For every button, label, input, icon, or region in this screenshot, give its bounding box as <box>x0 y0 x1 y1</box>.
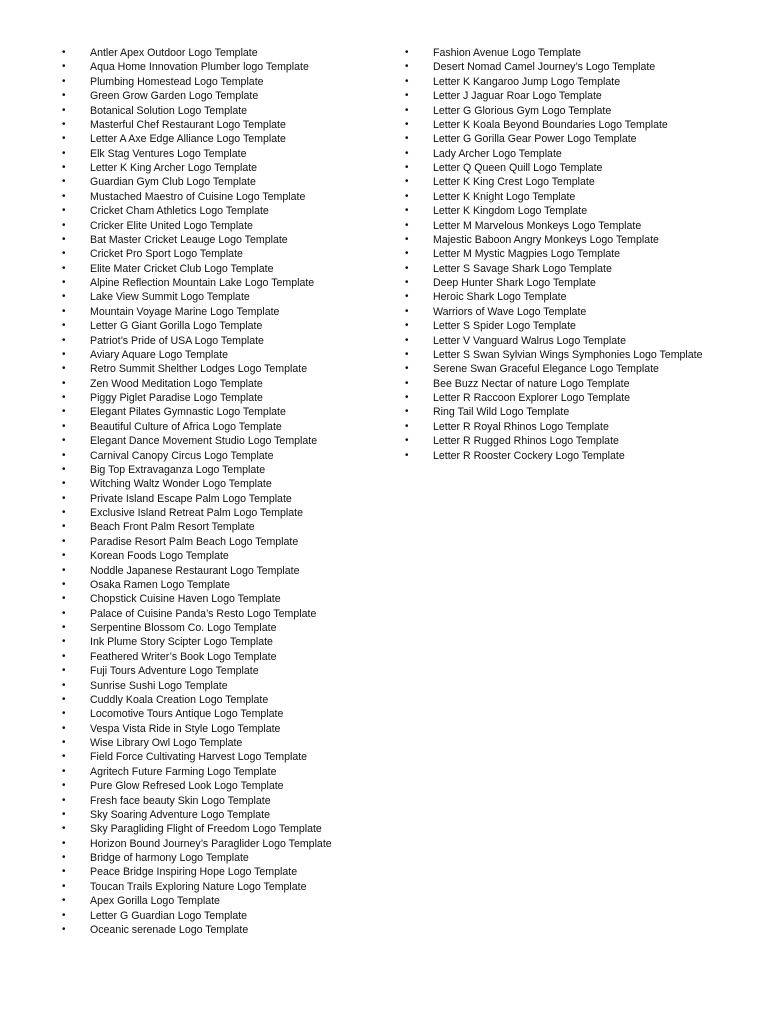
list-item <box>62 650 392 664</box>
list-item-label: Aqua Home Innovation Plumber logo Template <box>90 61 309 74</box>
list-item <box>62 837 392 851</box>
list-item-label: Heroic Shark Logo Template <box>433 291 567 304</box>
list-item-label: Osaka Ramen Logo Template <box>90 578 230 591</box>
list-item-label: Noddle Japanese Restaurant Logo Template <box>90 564 300 577</box>
bullet-icon: • <box>405 233 409 245</box>
bullet-icon: • <box>62 535 66 547</box>
bullet-icon: • <box>62 550 66 562</box>
bullet-icon: • <box>62 334 66 346</box>
list-item <box>62 449 392 463</box>
bullet-icon: • <box>62 348 66 360</box>
bullet-icon: • <box>62 233 66 245</box>
list-item-label: Toucan Trails Exploring Nature Logo Template <box>90 880 307 893</box>
right-bullet-list <box>405 46 745 463</box>
list-item <box>405 334 745 348</box>
list-item-label: Letter K Koala Beyond Boundaries Logo Template <box>433 118 668 131</box>
list-item-label: Oceanic serenade Logo Template <box>90 923 249 936</box>
list-item-label: Palace of Cuisine Panda’s Resto Logo Template <box>90 607 317 620</box>
bullet-icon: • <box>62 737 66 748</box>
list-item <box>62 262 392 276</box>
list-item <box>405 434 745 448</box>
list-item <box>62 75 392 89</box>
list-item <box>62 808 392 822</box>
bullet-icon: • <box>62 47 66 58</box>
list-item-label: Patriot’s Pride of USA Logo Template <box>90 334 264 347</box>
list-item-label: Field Force Cultivating Harvest Logo Template <box>90 751 308 764</box>
left-bullet-list <box>62 46 392 937</box>
list-item <box>62 621 392 635</box>
list-item-label: Beach Front Palm Resort Template <box>90 521 255 534</box>
list-item <box>62 89 392 103</box>
list-item-label: Letter K Kingdom Logo Template <box>433 205 588 218</box>
list-item-label: Letter S Savage Shark Logo Template <box>433 262 612 275</box>
bullet-icon: • <box>405 449 409 461</box>
list-item <box>62 736 392 750</box>
list-item <box>62 607 392 621</box>
bullet-icon: • <box>62 75 66 87</box>
list-item <box>62 693 392 707</box>
bullet-icon: • <box>405 363 409 375</box>
list-item <box>62 707 392 721</box>
bullet-icon: • <box>405 133 409 145</box>
list-item <box>62 290 392 304</box>
list-item-label: Guardian Gym Club Logo Template <box>90 176 256 189</box>
bullet-icon: • <box>62 219 66 231</box>
list-item-label: Locomotive Tours Antique Logo Template <box>90 708 284 721</box>
list-item <box>62 405 392 419</box>
list-item <box>62 161 392 175</box>
list-item-label: Beautiful Culture of Africa Logo Template <box>90 420 282 433</box>
bullet-icon: • <box>62 607 66 619</box>
list-item-label: Letter K King Crest Logo Template <box>433 176 595 189</box>
list-item <box>62 923 392 937</box>
bullet-icon: • <box>62 693 66 705</box>
list-item <box>405 348 745 362</box>
list-item-label: Piggy Piglet Paradise Logo Template <box>90 392 263 404</box>
list-item-label: Retro Summit Shelther Lodges Logo Template <box>90 363 308 376</box>
list-item <box>405 276 745 290</box>
list-item-label: Desert Nomad Camel Journey’s Logo Template <box>433 61 656 74</box>
bullet-icon: • <box>405 190 409 202</box>
list-item <box>62 909 392 923</box>
list-item <box>62 779 392 793</box>
list-item <box>62 247 392 261</box>
bullet-icon: • <box>405 176 409 188</box>
list-item <box>62 635 392 649</box>
list-item <box>405 377 745 391</box>
list-item-label: Letter J Jaguar Roar Logo Template <box>433 90 602 103</box>
bullet-icon: • <box>62 564 66 576</box>
bullet-icon: • <box>62 923 66 935</box>
bullet-icon: • <box>62 636 66 648</box>
bullet-icon: • <box>62 162 66 173</box>
list-item-label: Antler Apex Outdoor Logo Template <box>90 47 258 59</box>
list-item <box>62 664 392 678</box>
bullet-icon: • <box>62 794 66 806</box>
list-item <box>62 578 392 592</box>
list-item <box>405 104 745 118</box>
list-item <box>405 420 745 434</box>
bullet-icon: • <box>405 219 409 231</box>
list-item-label: Sunrise Sushi Logo Template <box>90 679 228 692</box>
bullet-icon: • <box>62 866 66 878</box>
list-item-label: Elegant Dance Movement Studio Logo Template <box>90 435 318 448</box>
bullet-icon: • <box>62 420 66 432</box>
list-item-label: Bee Buzz Nectar of nature Logo Template <box>433 377 630 390</box>
list-item-label: Letter K King Archer Logo Template <box>90 162 258 174</box>
bullet-icon: • <box>405 90 409 102</box>
list-item-label: Letter R Raccoon Explorer Logo Template <box>433 392 631 404</box>
bullet-icon: • <box>62 837 66 849</box>
list-item-label: Fuji Tours Adventure Logo Template <box>90 665 259 678</box>
list-item-label: Plumbing Homestead Logo Template <box>90 75 264 88</box>
bullet-icon: • <box>62 363 66 375</box>
list-item <box>62 104 392 118</box>
list-item-label: Bridge of harmony Logo Template <box>90 852 249 864</box>
list-item <box>62 319 392 333</box>
bullet-icon: • <box>62 492 66 504</box>
list-item <box>62 520 392 534</box>
list-item-label: Fashion Avenue Logo Template <box>433 47 582 59</box>
list-item <box>62 348 392 362</box>
bullet-icon: • <box>405 248 409 260</box>
list-item <box>405 362 745 376</box>
bullet-icon: • <box>405 75 409 87</box>
bullet-icon: • <box>62 507 66 518</box>
list-item-label: Botanical Solution Logo Template <box>90 104 248 117</box>
bullet-icon: • <box>62 880 66 892</box>
list-item-label: Wise Library Owl Logo Template <box>90 737 243 749</box>
list-item <box>405 46 745 60</box>
bullet-icon: • <box>62 593 66 605</box>
list-item <box>62 377 392 391</box>
bullet-icon: • <box>62 622 66 633</box>
list-item-label: Letter G Gorilla Gear Power Logo Template <box>433 133 637 146</box>
bullet-icon: • <box>62 277 66 288</box>
list-item <box>405 175 745 189</box>
list-item <box>405 89 745 103</box>
bullet-icon: • <box>62 679 66 691</box>
list-item <box>405 147 745 161</box>
bullet-icon: • <box>405 262 409 274</box>
list-item-label: Cricket Cham Athletics Logo Template <box>90 205 269 218</box>
bullet-icon: • <box>62 521 66 533</box>
list-item <box>62 434 392 448</box>
list-item-label: Warriors of Wave Logo Template <box>433 305 587 318</box>
list-item <box>62 46 392 60</box>
bullet-icon: • <box>62 665 66 677</box>
list-item <box>62 204 392 218</box>
list-item <box>405 75 745 89</box>
bullet-icon: • <box>62 118 66 130</box>
bullet-icon: • <box>62 722 66 734</box>
list-item-label: Chopstick Cuisine Haven Logo Template <box>90 593 281 606</box>
list-item-label: Letter G Giant Gorilla Logo Template <box>90 320 263 333</box>
list-item-label: Aviary Aquare Logo Template <box>90 348 229 361</box>
bullet-icon: • <box>405 334 409 346</box>
list-item-label: Zen Wood Meditation Logo Template <box>90 377 263 390</box>
list-item-label: Alpine Reflection Mountain Lake Logo Template <box>90 277 315 289</box>
bullet-icon: • <box>405 291 409 303</box>
list-item <box>62 679 392 693</box>
list-item-label: Witching Waltz Wonder Logo Template <box>90 478 272 491</box>
bullet-icon: • <box>62 478 66 490</box>
list-item-label: Green Grow Garden Logo Template <box>90 90 259 103</box>
list-item-label: Bat Master Cricket Leauge Logo Template <box>90 233 288 246</box>
list-item-label: Ring Tail Wild Logo Template <box>433 406 570 419</box>
bullet-icon: • <box>62 765 66 777</box>
list-item <box>62 391 392 405</box>
bullet-icon: • <box>62 377 66 389</box>
list-item <box>62 894 392 908</box>
bullet-icon: • <box>405 392 409 403</box>
bullet-icon: • <box>62 104 66 116</box>
list-item-label: Elk Stag Ventures Logo Template <box>90 147 247 160</box>
list-item <box>405 118 745 132</box>
list-item <box>62 722 392 736</box>
list-item-label: Letter S Swan Sylvian Wings Symphonies Logo Template <box>433 348 703 361</box>
list-item-label: Letter G Glorious Gym Logo Template <box>433 104 612 117</box>
bullet-icon: • <box>62 406 66 418</box>
bullet-icon: • <box>62 823 66 835</box>
bullet-icon: • <box>62 578 66 590</box>
list-item <box>62 60 392 74</box>
bullet-icon: • <box>405 147 409 159</box>
list-item <box>405 319 745 333</box>
list-item <box>62 880 392 894</box>
list-item-label: Paradise Resort Palm Beach Logo Template <box>90 535 299 548</box>
list-item <box>62 233 392 247</box>
list-item-label: Letter G Guardian Logo Template <box>90 909 248 922</box>
list-item <box>405 190 745 204</box>
list-item-label: Feathered Writer’s Book Logo Template <box>90 650 277 663</box>
list-item-label: Ink Plume Story Scipter Logo Template <box>90 636 273 649</box>
bullet-icon: • <box>62 808 66 820</box>
list-item-label: Fresh face beauty Skin Logo Template <box>90 794 271 807</box>
bullet-icon: • <box>62 650 66 662</box>
list-item-label: Letter V Vanguard Walrus Logo Template <box>433 334 626 347</box>
list-item <box>62 305 392 319</box>
list-item <box>62 865 392 879</box>
bullet-icon: • <box>405 420 409 432</box>
list-item-label: Korean Foods Logo Template <box>90 550 229 563</box>
bullet-icon: • <box>62 262 66 274</box>
bullet-icon: • <box>62 392 66 403</box>
list-item <box>62 190 392 204</box>
list-item-label: Masterful Chef Restaurant Logo Template <box>90 118 286 131</box>
list-item-label: Sky Soaring Adventure Logo Template <box>90 808 271 821</box>
list-item-label: Cuddly Koala Creation Logo Template <box>90 693 269 706</box>
list-item-label: Lady Archer Logo Template <box>433 147 562 160</box>
bullet-icon: • <box>405 348 409 360</box>
list-item <box>62 492 392 506</box>
list-item-label: Letter R Royal Rhinos Logo Template <box>433 420 609 433</box>
list-item-label: Letter A Axe Edge Alliance Logo Template <box>90 133 286 146</box>
list-item <box>62 794 392 808</box>
bullet-icon: • <box>62 291 66 303</box>
list-item <box>405 290 745 304</box>
list-item-label: Cricker Elite United Logo Template <box>90 219 253 232</box>
bullet-icon: • <box>62 449 66 461</box>
list-item <box>62 765 392 779</box>
list-item-label: Exclusive Island Retreat Palm Logo Template <box>90 507 303 519</box>
list-item <box>62 362 392 376</box>
bullet-icon: • <box>62 909 66 921</box>
list-item <box>62 822 392 836</box>
list-item <box>405 305 745 319</box>
list-item-label: Elite Mater Cricket Club Logo Template <box>90 262 274 275</box>
bullet-icon: • <box>405 320 409 332</box>
list-item <box>405 247 745 261</box>
bullet-icon: • <box>405 435 409 447</box>
list-item <box>62 564 392 578</box>
bullet-icon: • <box>62 248 66 260</box>
list-item <box>405 204 745 218</box>
bullet-icon: • <box>62 147 66 159</box>
bullet-icon: • <box>62 190 66 202</box>
list-item-label: Letter R Rugged Rhinos Logo Template <box>433 435 619 448</box>
list-item-label: Deep Hunter Shark Logo Template <box>433 277 596 289</box>
bullet-icon: • <box>405 205 409 217</box>
bullet-icon: • <box>405 104 409 116</box>
list-item <box>62 506 392 520</box>
list-item <box>62 118 392 132</box>
list-item <box>62 463 392 477</box>
list-item <box>62 219 392 233</box>
bullet-icon: • <box>405 406 409 418</box>
list-item-label: Cricket Pro Sport Logo Template <box>90 248 243 261</box>
list-item-label: Vespa Vista Ride in Style Logo Template <box>90 722 281 735</box>
bullet-icon: • <box>405 118 409 130</box>
list-item-label: Carnival Canopy Circus Logo Template <box>90 449 274 462</box>
bullet-icon: • <box>62 435 66 447</box>
list-item-label: Serpentine Blossom Co. Logo Template <box>90 622 277 634</box>
list-item <box>405 219 745 233</box>
list-item-label: Pure Glow Refresed Look Logo Template <box>90 780 284 793</box>
list-item <box>62 147 392 161</box>
list-item <box>405 449 745 463</box>
bullet-icon: • <box>62 751 66 763</box>
list-item-label: Letter R Rooster Cockery Logo Template <box>433 449 625 462</box>
bullet-icon: • <box>62 895 66 907</box>
list-item <box>405 262 745 276</box>
list-item <box>62 851 392 865</box>
list-item <box>405 60 745 74</box>
list-item <box>62 420 392 434</box>
bullet-icon: • <box>62 780 66 792</box>
list-item-label: Peace Bridge Inspiring Hope Logo Template <box>90 866 298 879</box>
list-item <box>62 535 392 549</box>
list-item <box>62 175 392 189</box>
list-item-label: Serene Swan Graceful Elegance Logo Template <box>433 363 659 376</box>
list-item-label: Letter K Knight Logo Template <box>433 190 576 203</box>
list-item-label: Letter M Marvelous Monkeys Logo Template <box>433 219 642 232</box>
bullet-icon: • <box>62 852 66 863</box>
list-item <box>62 132 392 146</box>
list-item <box>62 276 392 290</box>
bullet-icon: • <box>62 463 66 475</box>
bullet-icon: • <box>405 305 409 317</box>
list-item <box>62 477 392 491</box>
list-item <box>62 334 392 348</box>
list-item <box>405 233 745 247</box>
list-item-label: Mustached Maestro of Cuisine Logo Template <box>90 190 306 203</box>
list-item <box>405 132 745 146</box>
list-item-label: Majestic Baboon Angry Monkeys Logo Template <box>433 233 659 246</box>
list-item-label: Sky Paragliding Flight of Freedom Logo Template <box>90 823 322 836</box>
bullet-icon: • <box>62 205 66 217</box>
bullet-icon: • <box>62 61 66 73</box>
list-item <box>405 391 745 405</box>
list-item-label: Letter Q Queen Quill Logo Template <box>433 162 603 174</box>
bullet-icon: • <box>405 377 409 389</box>
list-item-label: Mountain Voyage Marine Logo Template <box>90 305 280 318</box>
list-item-label: Letter S Spider Logo Template <box>433 320 576 333</box>
list-item-label: Letter M Mystic Magpies Logo Template <box>433 248 621 261</box>
bullet-icon: • <box>62 305 66 317</box>
bullet-icon: • <box>62 176 66 188</box>
list-item <box>62 592 392 606</box>
bullet-icon: • <box>62 320 66 332</box>
bullet-icon: • <box>405 162 409 173</box>
list-item-label: Horizon Bound Journey’s Paraglider Logo Template <box>90 837 332 850</box>
list-item-label: Letter K Kangaroo Jump Logo Template <box>433 75 621 88</box>
list-item <box>405 161 745 175</box>
list-item-label: Apex Gorilla Logo Template <box>90 895 220 908</box>
list-item-label: Big Top Extravaganza Logo Template <box>90 463 266 476</box>
list-item-label: Private Island Escape Palm Logo Template <box>90 492 292 505</box>
list-item-label: Elegant Pilates Gymnastic Logo Template <box>90 406 286 419</box>
bullet-icon: • <box>405 47 409 58</box>
bullet-icon: • <box>62 133 66 145</box>
list-item <box>405 405 745 419</box>
bullet-icon: • <box>405 61 409 73</box>
list-item-label: Lake View Summit Logo Template <box>90 291 250 304</box>
bullet-icon: • <box>62 90 66 102</box>
bullet-icon: • <box>405 277 409 288</box>
list-item-label: Agritech Future Farming Logo Template <box>90 765 277 778</box>
bullet-icon: • <box>62 708 66 720</box>
list-item <box>62 549 392 563</box>
list-item <box>62 750 392 764</box>
